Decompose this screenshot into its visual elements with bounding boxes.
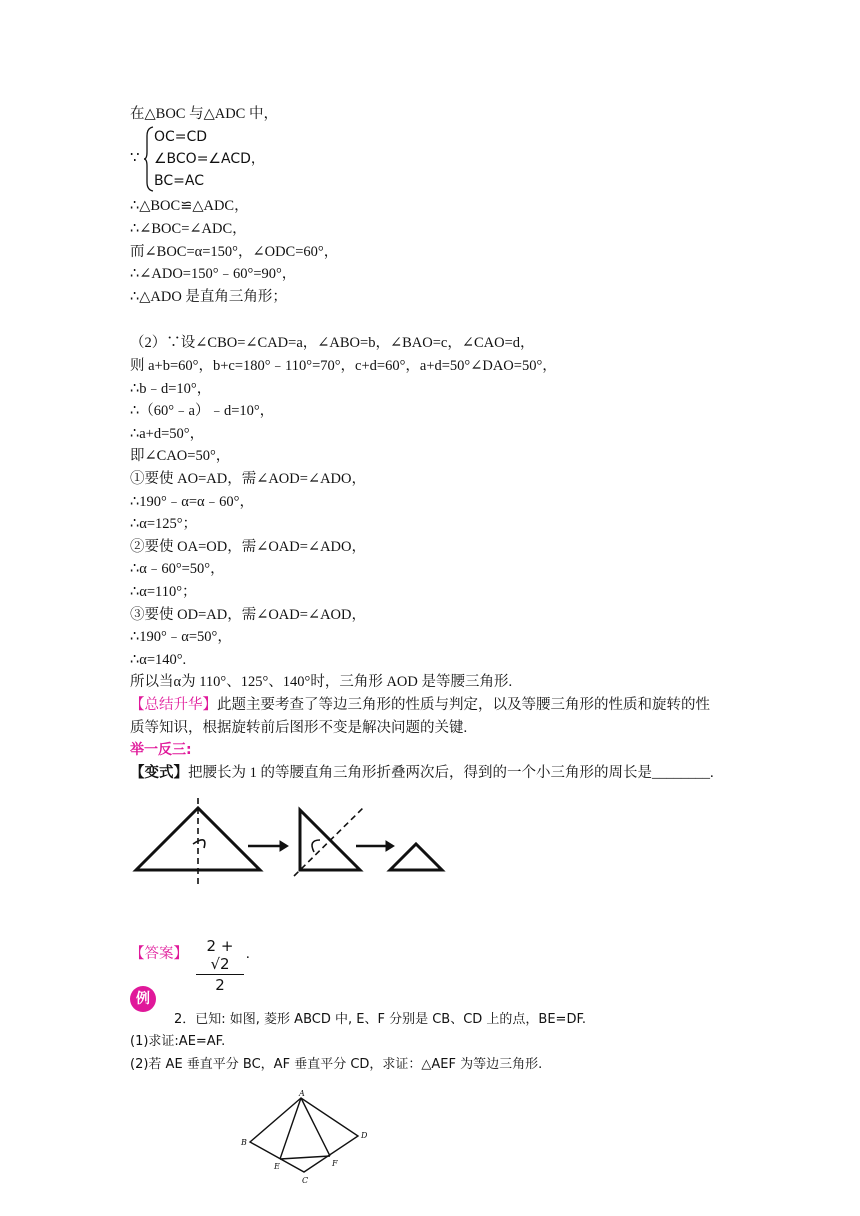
rhombus-diagram [236, 1088, 376, 1188]
condition-2: ∠BCO=∠ACD， [154, 151, 265, 167]
label-f: F [332, 1159, 338, 1168]
condition-1: OC=CD [154, 129, 208, 145]
rotate-arrow-icon-2 [312, 840, 320, 852]
label-a: A [299, 1089, 305, 1098]
variant-tag: 【变式】 [130, 765, 188, 781]
step-line: ∴△BOC≌△ADC， [130, 198, 249, 214]
label-e: E [274, 1162, 280, 1171]
proof-line: 则 a+b=60°，b+c=180°﹣110°=70°，c+d=60°，a+d=50°∠DAO=50°， [130, 358, 557, 374]
proof-line: ③要使 OD=AD，需∠OAD=∠AOD， [130, 607, 366, 623]
triangle-statement: 在△BOC 与△ADC 中， [130, 106, 278, 122]
label-b: B [241, 1138, 247, 1147]
answer-fraction [196, 937, 244, 994]
answer-tag: 【答案】 [130, 946, 188, 962]
rotate-arrow-icon [193, 840, 205, 848]
step-line: 而∠BOC=α=150°，∠ODC=60°， [130, 244, 339, 260]
label-c: C [302, 1176, 309, 1185]
example-part-2: (2)若 AE 垂直平分 BC，AF 垂直平分 CD，求证：△AEF 为等边三角形. [130, 1057, 543, 1072]
proof-line: 即∠CAO=50°， [130, 448, 231, 464]
congruence-conditions [130, 126, 330, 192]
example-statement: 2．已知: 如图, 菱形 ABCD 中, E、F 分别是 CB、CD 上的点，BE=DF. [174, 1012, 586, 1027]
folding-diagram [128, 796, 458, 888]
segment-af [301, 1098, 330, 1156]
proof-line: ∴a+d=50°， [130, 426, 205, 442]
fold-line-2 [294, 808, 363, 876]
small-triangle [390, 844, 442, 870]
proof-line: ∴（60°﹣a）﹣d=10°， [130, 403, 275, 419]
proof-line: ∴α﹣60°=50°， [130, 561, 225, 577]
because-symbol: ∵ [130, 150, 140, 166]
rhombus-abcd [250, 1098, 358, 1172]
fraction-numerator: 2 + √2 [196, 937, 244, 975]
label-d: D [361, 1131, 368, 1140]
example-icon: 例 [130, 986, 156, 1012]
segment-ef [280, 1156, 330, 1159]
summary-continuation: 质等知识，根据旋转前后图形不变是解决问题的关键. [130, 720, 468, 736]
summary-paragraph [130, 695, 710, 715]
proof-line: ∴190°﹣α=50°， [130, 629, 232, 645]
proof-line: （2）∵设∠CBO=∠CAD=a，∠ABO=b，∠BAO=c，∠CAO=d， [130, 335, 535, 351]
answer-period: . [246, 946, 250, 962]
fraction-denominator: 2 [215, 976, 225, 994]
left-brace-icon [144, 126, 154, 192]
summary-text: 此题主要考查了等边三角形的性质与判定，以及等腰三角形的性质和旋转的性 [217, 697, 710, 713]
proof-line: ∴α=140°. [130, 652, 187, 668]
variant-question [130, 763, 714, 783]
example-part-1: (1)求证:AE=AF. [130, 1034, 226, 1049]
step-line: ∴∠ADO=150°﹣60°=90°， [130, 266, 297, 282]
proof-line: ∴190°﹣α=α﹣60°， [130, 494, 254, 510]
proof-line: ②要使 OA=OD，需∠OAD=∠ADO， [130, 539, 366, 555]
proof-line: ∴α=110°； [130, 584, 197, 600]
practice-heading: 举一反三: [130, 742, 192, 758]
answer-tag-line [130, 944, 188, 964]
condition-3: BC=AC [154, 173, 204, 189]
variant-text: 把腰长为 1 的等腰直角三角形折叠两次后，得到的一个小三角形的周长是________. [188, 765, 714, 781]
step-line: ∴∠BOC=∠ADC， [130, 221, 247, 237]
proof-line: ∴α=125°； [130, 516, 198, 532]
summary-tag: 【总结升华】 [130, 697, 217, 713]
proof-line: ∴b﹣d=10°， [130, 381, 212, 397]
proof-line: ①要使 AO=AD，需∠AOD=∠ADO， [130, 471, 366, 487]
proof-conclusion: 所以当α为 110°、125°、140°时，三角形 AOD 是等腰三角形. [130, 674, 513, 690]
step-line: ∴△ADO 是直角三角形； [130, 289, 287, 305]
